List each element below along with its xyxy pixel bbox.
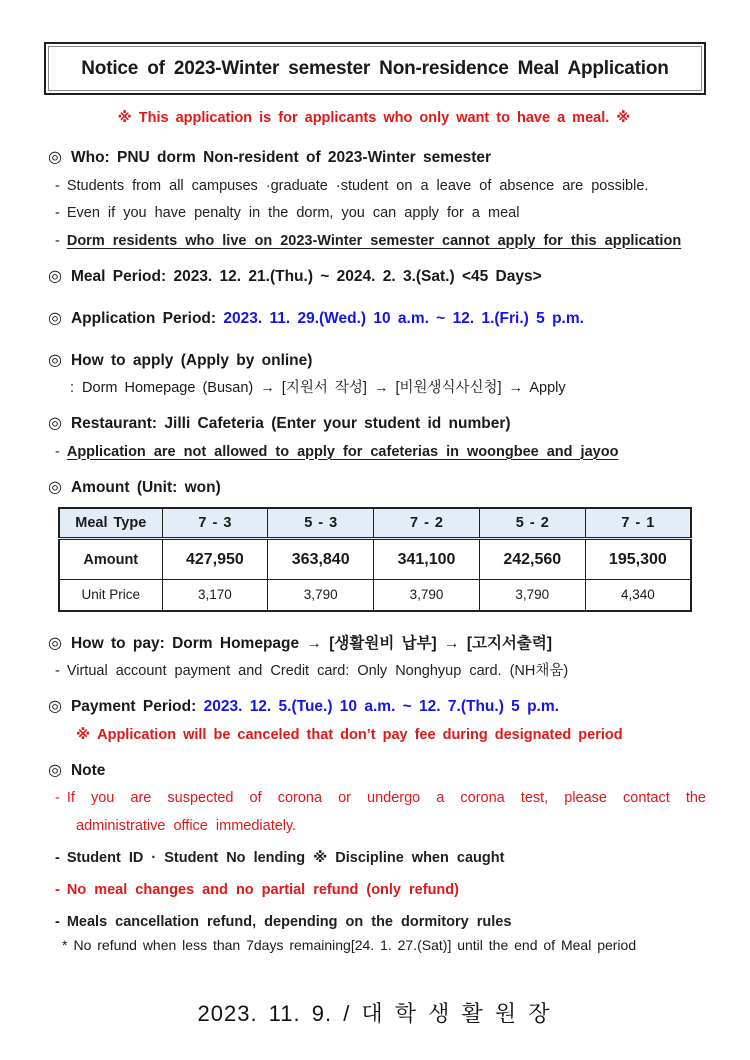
application-period-label: Application Period: bbox=[70, 309, 217, 327]
note-corona-line2-text: administrative office immediately. bbox=[76, 817, 297, 834]
who-heading-text: Who: PNU dorm Non-resident of 2023-Winter semester bbox=[70, 149, 492, 166]
section-how-to-pay-heading bbox=[48, 634, 708, 654]
dash-marker: - bbox=[55, 663, 60, 679]
payment-period-value: 2023. 12. 5.(Tue.) 10 a.m. ~ 12. 7.(Thu.) 5 p.m. bbox=[203, 698, 559, 715]
section-bullet-icon: ◎ bbox=[48, 309, 62, 327]
note-no-changes-text: No meal changes and no partial refund (only refund) bbox=[66, 881, 459, 898]
note-no-changes bbox=[55, 881, 708, 900]
meal-period-label: Meal Period: bbox=[70, 267, 167, 285]
note-refund-detail-text: No refund when less than 7days remaining[24. 1. 27.(Sat)] until the end of Meal period bbox=[73, 936, 637, 953]
section-bullet-icon: ◎ bbox=[48, 149, 62, 166]
table-header-meal-type: Meal Type bbox=[59, 508, 162, 539]
table-cell: 363,840 bbox=[268, 539, 374, 580]
table-cell: 3,790 bbox=[268, 580, 374, 611]
table-header-cell: 5 - 2 bbox=[479, 508, 585, 539]
dash-marker: - bbox=[55, 790, 60, 806]
ref-marker-icon: ※ bbox=[76, 726, 91, 743]
note-lending-text: Student ID · Student No lending ※ Discipline when caught bbox=[66, 849, 505, 866]
dash-marker: - bbox=[55, 177, 60, 194]
note-corona-line2 bbox=[76, 817, 708, 836]
subtitle-warning: ※ This application is for applicants who only want to have a meal. ※ bbox=[117, 110, 631, 126]
note-lending bbox=[55, 849, 708, 868]
section-who-heading bbox=[48, 148, 708, 168]
section-restaurant-heading bbox=[48, 414, 708, 434]
table-row-unit-price bbox=[59, 580, 691, 611]
page-title: Notice of 2023-Winter semester Non-residence Meal Application bbox=[81, 58, 669, 79]
section-bullet-icon: ◎ bbox=[48, 478, 62, 496]
dash-marker: - bbox=[55, 913, 60, 930]
who-item-penalty-text: Even if you have penalty in the dorm, you can apply for a meal bbox=[66, 205, 520, 221]
section-application-period bbox=[48, 309, 708, 329]
table-header-row bbox=[59, 508, 691, 539]
table-header-cell: 7 - 1 bbox=[585, 508, 691, 539]
table-cell: 4,340 bbox=[585, 580, 691, 611]
how-to-apply-path-text: Dorm Homepage (Busan) → [지원서 작성] → [비원생식사신청] → Apply bbox=[82, 380, 566, 396]
section-bullet-icon: ◎ bbox=[48, 415, 62, 432]
section-amount-heading bbox=[48, 478, 708, 498]
how-to-pay-note bbox=[55, 662, 708, 681]
table-row-label: Amount bbox=[59, 539, 162, 580]
how-to-apply-heading-text: How to apply (Apply by online) bbox=[70, 351, 313, 369]
note-cancellation-text: Meals cancellation refund, depending on the dormitory rules bbox=[66, 913, 512, 930]
section-bullet-icon: ◎ bbox=[48, 761, 62, 779]
note-corona-line1 bbox=[55, 789, 706, 808]
dash-marker: - bbox=[55, 881, 60, 898]
table-header-cell: 5 - 3 bbox=[268, 508, 374, 539]
footer-date-signature: 2023. 11. 9. / 대 학 생 활 원 장 bbox=[197, 1000, 551, 1026]
dash-marker: - bbox=[55, 849, 60, 866]
table-row-label: Unit Price bbox=[59, 580, 162, 611]
restaurant-note bbox=[55, 443, 708, 462]
note-heading-text: Note bbox=[70, 761, 106, 779]
note-corona-line1-text: If you are suspected of corona or undergo a corona test, please contact the bbox=[66, 790, 706, 806]
table-cell: 341,100 bbox=[374, 539, 480, 580]
section-bullet-icon: ◎ bbox=[48, 351, 62, 369]
who-item-campuses-text: Students from all campuses ·graduate ·student on a leave of absence are possible. bbox=[66, 177, 649, 194]
section-how-to-apply-heading bbox=[48, 351, 708, 371]
note-cancellation bbox=[55, 913, 708, 932]
table-cell: 195,300 bbox=[585, 539, 691, 580]
meal-period-value: 2023. 12. 21.(Thu.) ~ 2024. 2. 3.(Sat.) <45 Days> bbox=[173, 267, 542, 285]
table-cell: 3,790 bbox=[479, 580, 585, 611]
section-payment-period bbox=[48, 697, 708, 717]
table-row-amount bbox=[59, 539, 691, 580]
section-bullet-icon: ◎ bbox=[48, 267, 62, 285]
who-item-residents bbox=[55, 232, 708, 251]
table-header-cell: 7 - 2 bbox=[374, 508, 480, 539]
how-to-apply-path bbox=[70, 379, 708, 398]
section-bullet-icon: ◎ bbox=[48, 634, 62, 652]
payment-warning-text: Application will be canceled that don’t pay fee during designated period bbox=[97, 726, 623, 743]
meal-price-table bbox=[58, 507, 692, 612]
table-cell: 3,170 bbox=[162, 580, 268, 611]
application-period-value: 2023. 11. 29.(Wed.) 10 a.m. ~ 12. 1.(Fri.) 5 p.m. bbox=[223, 309, 584, 327]
dash-marker: - bbox=[55, 443, 60, 460]
section-note-heading bbox=[48, 761, 708, 781]
how-to-pay-heading-text: How to pay: Dorm Homepage → [생활원비 납부] → [고지서출력] bbox=[70, 634, 553, 652]
who-item-campuses bbox=[55, 177, 708, 196]
star-marker: * bbox=[62, 936, 68, 953]
dash-marker: - bbox=[55, 232, 60, 249]
section-bullet-icon: ◎ bbox=[48, 698, 62, 715]
table-cell: 242,560 bbox=[479, 539, 585, 580]
restaurant-heading-text: Restaurant: Jilli Cafeteria (Enter your student id number) bbox=[70, 415, 511, 432]
table-cell: 3,790 bbox=[374, 580, 480, 611]
amount-heading-text: Amount (Unit: won) bbox=[70, 478, 221, 496]
restaurant-note-text: Application are not allowed to apply for cafeterias in woongbee and jayoo bbox=[66, 443, 619, 460]
title-box bbox=[48, 46, 702, 91]
table-cell: 427,950 bbox=[162, 539, 268, 580]
dash-marker: - bbox=[55, 205, 60, 221]
colon-marker: : bbox=[70, 380, 75, 396]
payment-warning bbox=[76, 726, 708, 745]
how-to-pay-note-text: Virtual account payment and Credit card: Only Nonghyup card. (NH채움) bbox=[66, 663, 569, 679]
who-item-residents-text: Dorm residents who live on 2023-Winter semester cannot apply for this application bbox=[66, 232, 682, 249]
table-header-cell: 7 - 3 bbox=[162, 508, 268, 539]
who-item-penalty bbox=[55, 204, 708, 223]
section-meal-period bbox=[48, 267, 708, 287]
payment-period-label: Payment Period: bbox=[70, 698, 197, 715]
note-refund-detail bbox=[62, 937, 708, 953]
